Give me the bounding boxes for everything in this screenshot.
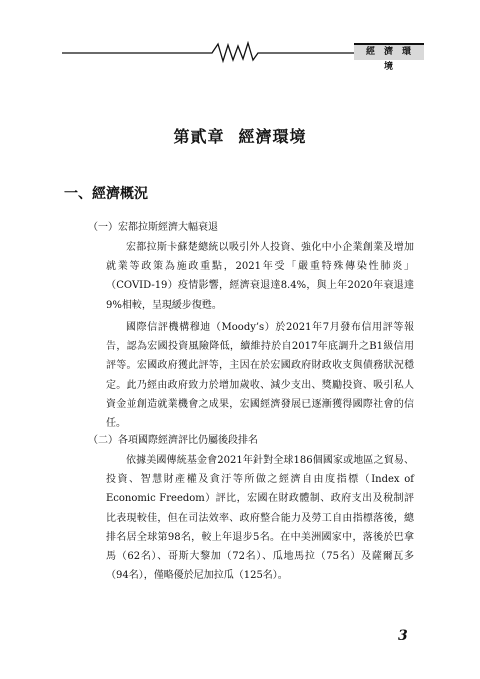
paragraph-3: 依據美國傳統基金會2021年針對全球186個國家或地區之貿易、投資、智慧財產權及貪汙等所做之經濟自由度指標（Index of Economic Freedom）評比，宏國在財政體制、政府支出及稅制評比表現較佳，但在司法效率、政府整合能力及勞工自由指標落後，總排名居全球第98名，較上年退步5名。在中美洲國家中，落後於巴拿馬（62名）、哥斯大黎加（72名）、瓜地馬拉（75名）及薩爾瓦多（94名），僅略優於尼加拉瓜（125名）。 (106, 455, 414, 582)
section-heading: 一、經濟概況 (64, 186, 148, 202)
chapter-title (0, 124, 480, 147)
subsection-heading-2: （二）各項國際經濟評比仍屬後段排名 (88, 435, 258, 446)
chapter-name: 經濟環境 (238, 127, 307, 146)
heartbeat-line-icon (62, 40, 354, 64)
chapter-number: 第貳章 (173, 127, 225, 146)
page-number: 3 (398, 628, 408, 644)
subsection-heading-1: （一）宏都拉斯經濟大幅衰退 (88, 222, 218, 233)
paragraph-2: 國際信評機構穆迪（Moody’s）於2021年7月發布信用評等報告，認為宏國投資風險降低，續維持於自2017年底調升之B1級信用評等。宏國政府獲此評等，主因在於宏國政府財政收支與債務狀況穩定。此乃經由政府致力於增加歲收、減少支出、獎勵投資、吸引私人資金並創造就業機會之成果，宏國經濟發展已逐漸獲得國際社會的信任。 (106, 322, 414, 430)
paragraph-1: 宏都拉斯卡蘇楚總統以吸引外人投資、強化中小企業創業及增加就業等政策為施政重點，2021年受「嚴重特殊傳染性肺炎」（COVID-19）疫情影響，經濟衰退達8.4%，與上年2020年衰退達9%相較，呈現緩步復甦。 (106, 242, 414, 311)
running-header-label: 經濟環境 (354, 43, 424, 60)
running-header (62, 40, 424, 72)
